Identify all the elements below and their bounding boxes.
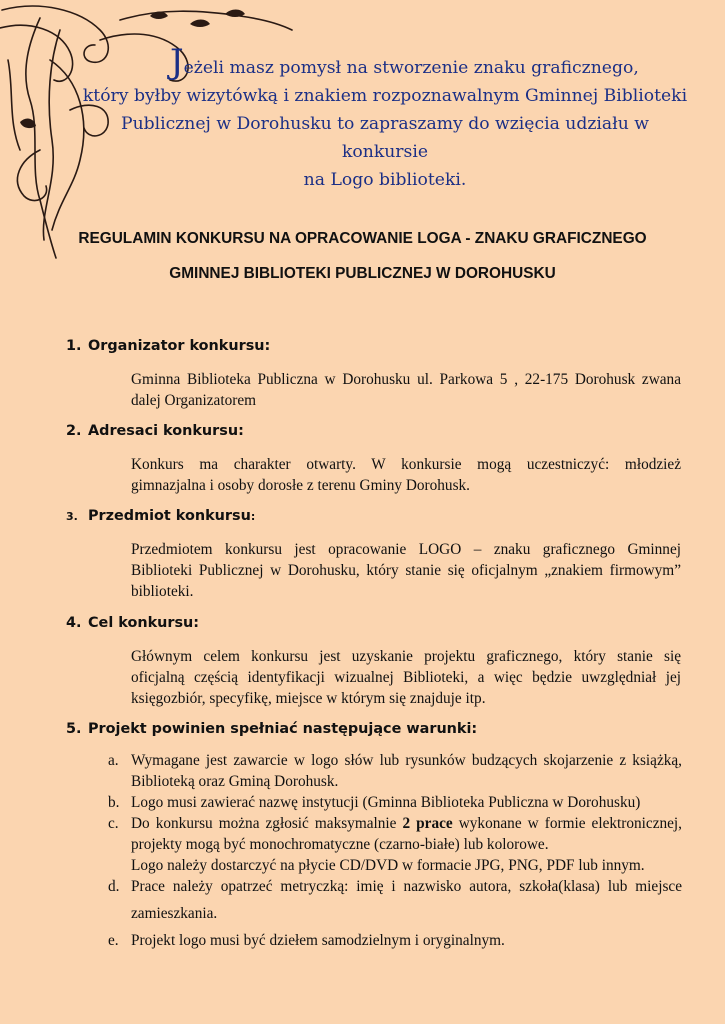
section-4-text: Głównym celem konkursu jest uzyskanie projektu graficznego, który stanie się oficjalną częścią identyfikacji wizualnej Biblioteki, a więc będzie uwzględniał jej księgozbiór, specyfikę, miejsce w którym się znajduje itp. [131,648,681,707]
intro-line-2: który byłby wizytówką i znakiem rozpoznawalnym Gminnej Biblioteki [82,86,688,106]
drop-cap: J [170,42,184,82]
intro-line-3: Publicznej w Dorohusku to zapraszamy do wzięcia udziału w konkursie [121,114,649,162]
regulation-title-line-1: REGULAMIN KONKURSU NA OPRACOWANIE LOGA - ZNAKU GRAFICZNEGO [78,230,647,247]
section-1-title: 1. Organizator konkursu: [66,338,271,354]
intro-line-4: na Logo biblioteki. [303,170,467,190]
section-1-text: Gminna Biblioteka Publiczna w Dorohusku ul. Parkowa 5 , 22-175 Dorohusk zwana dalej Organizatorem [131,371,681,409]
section-5-title: 5. Projekt powinien spełniać następujące warunki: [66,721,478,737]
section-2-text: Konkurs ma charakter otwarty. W konkursie mogą uczestniczyć: młodzież gimnazjalna i osoby dorosłe z terenu Gminy Dorohusk. [131,456,681,494]
intro-text [80,42,690,194]
regulation-title-line-2: GMINNEJ BIBLIOTEKI PUBLICZNEJ W DOROHUSKU [169,265,556,282]
intro-line-1: Jeżeli masz pomysł na stworzenie znaku graficznego, [170,42,639,82]
section-3-text: Przedmiotem konkursu jest opracowanie LOGO – znaku graficznego Gminnej Biblioteki Publicznej w Dorohusku, który stanie się oficjalnym „znakiem firmowym” biblioteki. [131,541,681,600]
section-2-title: 2. Adresaci konkursu: [66,423,244,439]
section-4-title: 4. Cel konkursu: [66,615,200,631]
document-page: Jeżeli masz pomysł na stworzenie znaku graficznego, który byłby wizytówką i znakiem rozpoznawalnym Gminnej Biblioteki Publicznej w Dorohusku to zapraszamy do wzięcia udziału w konkursie na Logo biblioteki. REGULAMIN KONKURSU NA OPRACOWANIE LOGA - ZNAKU GRAFICZNEGO GMINNEJ BIBLIOTEKI PUBLICZNEJ W DOROHUSKU 1. Organizator konkursu: Gminna Biblioteka Publiczna w Dorohusku ul. Parkowa 5 , 22-175 Dorohusk zwana dalej Organizatorem 2. Adresaci konkursu: Konkurs ma charakter otwarty. W konkursie mogą uczestniczyć: młodzież gimnazjalna i osoby dorosłe z terenu Gminy Dorohusk. 3. Przedmiot konkursu: Przedmiotem konkursu jest opracowanie LOGO – znaku graficznego Gminnej Biblioteki Publicznej w Dorohusku, który stanie się oficjalnym „znakiem firmowym” biblioteki. 4. Cel konkursu: Głównym celem konkursu jest uzyskanie projektu graficznego, który stanie się oficjalną częścią identyfikacji wizualnej Biblioteki, a więc będzie uwzględniał jej księgozbiór, specyfikę, miejsce w którym się znajduje itp. 5. Projekt powinien spełniać następujące warunki: a. Wymagane jest zawarcie w logo słów lub rysunków budzących skojarzenie z książką, Biblioteką oraz Gminą Dorohusk. b. Logo musi zawierać nazwę instytucji (Gminna Biblioteka Publiczna w Dorohusku) c. Do konkursu można zgłosić maksymalnie 2 prace wykonane w formie elektronicznej, projekty mogą być monochromatyczne (czarno-białe) lub kolorowe. Logo należy dostarczyć na płycie CD/DVD w formacie JPG, PNG, PDF lub innym. d. Prace należy opatrzeć metryczką: imię i nazwisko autora, szkoła(klasa) lub miejsce zamieszkania. e. Projekt logo musi być dziełem samodzielnym i oryginalnym. [0,0,725,1024]
section-3-title: 3. Przedmiot konkursu: [66,508,256,524]
